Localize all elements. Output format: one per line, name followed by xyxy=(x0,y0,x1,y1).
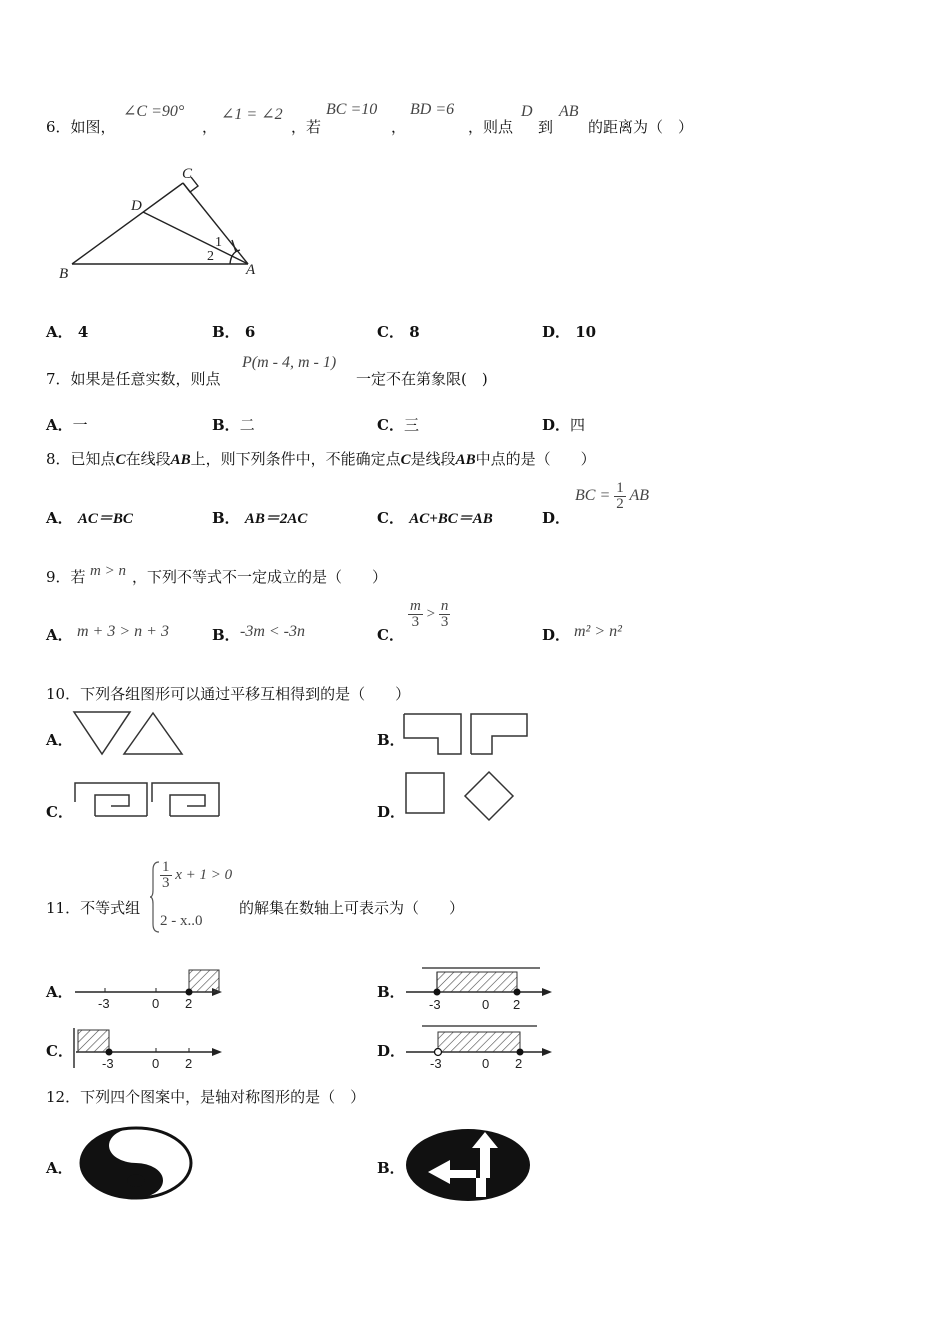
q7-option-b[interactable]: B．二 xyxy=(212,416,255,434)
q6-text-5: ，则点 xyxy=(468,118,514,136)
q11-c-tick-2: 2 xyxy=(185,1056,193,1071)
q7-option-d[interactable]: D．四 xyxy=(542,416,586,434)
q12-option-b[interactable]: B． xyxy=(377,1159,405,1177)
q9-text-2: ，下列不等式不一定成立的是（ ） xyxy=(132,568,388,586)
q9-option-a-math: m + 3 > n + 3 xyxy=(77,623,169,640)
q7-number: 7． xyxy=(46,370,71,388)
q11-b-tick-0: 0 xyxy=(482,997,490,1012)
q11-line-1: $\frac{1}{3}$ x + 1 > 0 xyxy=(162,859,233,891)
q6-math-d: D xyxy=(521,103,533,120)
q6-option-a[interactable]: A． 4 xyxy=(46,323,89,341)
q6-text-7: 的距离为（ ） xyxy=(588,118,694,136)
q6-text-3: ，若 xyxy=(291,118,322,136)
q12-option-a[interactable]: A． xyxy=(46,1159,73,1177)
yin-yang-icon xyxy=(81,1128,191,1198)
q6-label-angle-1: 1 xyxy=(215,235,222,250)
q9-option-b[interactable]: B． xyxy=(212,626,240,644)
q10-option-a[interactable]: A． xyxy=(46,731,73,749)
q6-option-c[interactable]: C． 8 xyxy=(377,323,420,341)
q6-text-1: 如图， xyxy=(70,118,116,136)
q7-text-1: 如果是任意实数，则点 xyxy=(70,370,221,388)
q6-math-angle-c: ∠C =90° xyxy=(123,103,185,120)
q11-a-tick-2: 2 xyxy=(185,996,193,1011)
q10-option-c[interactable]: C． xyxy=(46,803,73,821)
q6-text-4: ， xyxy=(391,118,407,136)
q6-number: 6． xyxy=(46,118,71,136)
q8-option-b[interactable]: B． AB＝2AC xyxy=(212,509,308,527)
q6-math-angles: ∠1 = ∠2 xyxy=(221,106,283,123)
q9-math-condition: m > n xyxy=(90,563,126,579)
q9-option-c-math: $\frac{m}{3}$ > $\frac{n}{3}$ xyxy=(410,598,449,630)
q11-c-tick-neg3: -3 xyxy=(102,1056,114,1071)
q7-option-c[interactable]: C．三 xyxy=(377,416,419,434)
q8-option-a[interactable]: A． AC＝BC xyxy=(46,509,133,527)
q11-text-2: 的解集在数轴上可表示为（ ） xyxy=(239,899,465,917)
q8-option-c[interactable]: C． AC+BC＝AB xyxy=(377,509,493,527)
q11-stem: 11．不等式组 xyxy=(46,899,141,917)
q6-label-b: B xyxy=(59,266,69,282)
q6-math-bd: BD =6 xyxy=(410,101,455,118)
q8-option-d[interactable]: D． xyxy=(542,509,571,527)
q11-option-d[interactable]: D． xyxy=(377,1042,406,1060)
q7-text-2: 一定不在第象限( ) xyxy=(356,370,488,388)
q6-option-b[interactable]: B． 6 xyxy=(212,323,256,341)
q9-option-b-math: -3m < -3n xyxy=(240,623,306,640)
q12-stem: 12．下列四个图案中，是轴对称图形的是（ ） xyxy=(46,1088,366,1106)
q9-option-d[interactable]: D． xyxy=(542,626,571,644)
q7-option-a[interactable]: A．一 xyxy=(46,416,88,434)
q11-option-a[interactable]: A． xyxy=(46,983,73,1001)
q11-d-tick-0: 0 xyxy=(482,1056,490,1071)
q9-stem-number: 9．若 xyxy=(46,568,86,586)
q11-c-tick-0: 0 xyxy=(152,1056,160,1071)
turn-left-straight-sign-icon xyxy=(406,1129,530,1201)
q7-math-point: P(m - 4, m - 1) xyxy=(242,354,337,371)
q10-option-b[interactable]: B． xyxy=(377,731,405,749)
q10-stem: 10．下列各组图形可以通过平移互相得到的是（ ） xyxy=(46,685,411,703)
q9-option-a[interactable]: A． xyxy=(46,626,73,644)
q11-b-tick-2: 2 xyxy=(513,997,521,1012)
q6-label-c: C xyxy=(182,166,193,182)
q6-option-d[interactable]: D． 10 xyxy=(542,323,597,341)
q11-a-tick-0: 0 xyxy=(152,996,160,1011)
q6-math-ab: AB xyxy=(559,103,579,120)
q8-option-d-formula: BC = $\frac{1}{2}$ AB xyxy=(575,480,650,512)
q9-option-d-math: m² > n² xyxy=(574,623,622,640)
q6-text-2: ， xyxy=(202,118,218,136)
q11-option-b[interactable]: B． xyxy=(377,983,405,1001)
q6-math-bc: BC =10 xyxy=(326,101,378,118)
q6-label-a: A xyxy=(246,262,256,278)
q6-label-angle-2: 2 xyxy=(207,249,214,264)
q11-a-tick-neg3: -3 xyxy=(98,996,110,1011)
q11-option-c[interactable]: C． xyxy=(46,1042,73,1060)
q8-stem: 8．已知点C在线段AB上，则下列条件中，不能确定点C是线段AB中点的是（ ） xyxy=(46,450,596,468)
q11-b-tick-neg3: -3 xyxy=(429,997,441,1012)
q6-label-d: D xyxy=(131,198,142,214)
q6-text-6: 到 xyxy=(538,118,554,136)
q11-d-tick-neg3: -3 xyxy=(430,1056,442,1071)
q11-d-tick-2: 2 xyxy=(515,1056,523,1071)
q10-option-d[interactable]: D． xyxy=(377,803,406,821)
q11-line-2: 2 - x..0 xyxy=(160,913,203,929)
q9-option-c[interactable]: C． xyxy=(377,626,404,644)
